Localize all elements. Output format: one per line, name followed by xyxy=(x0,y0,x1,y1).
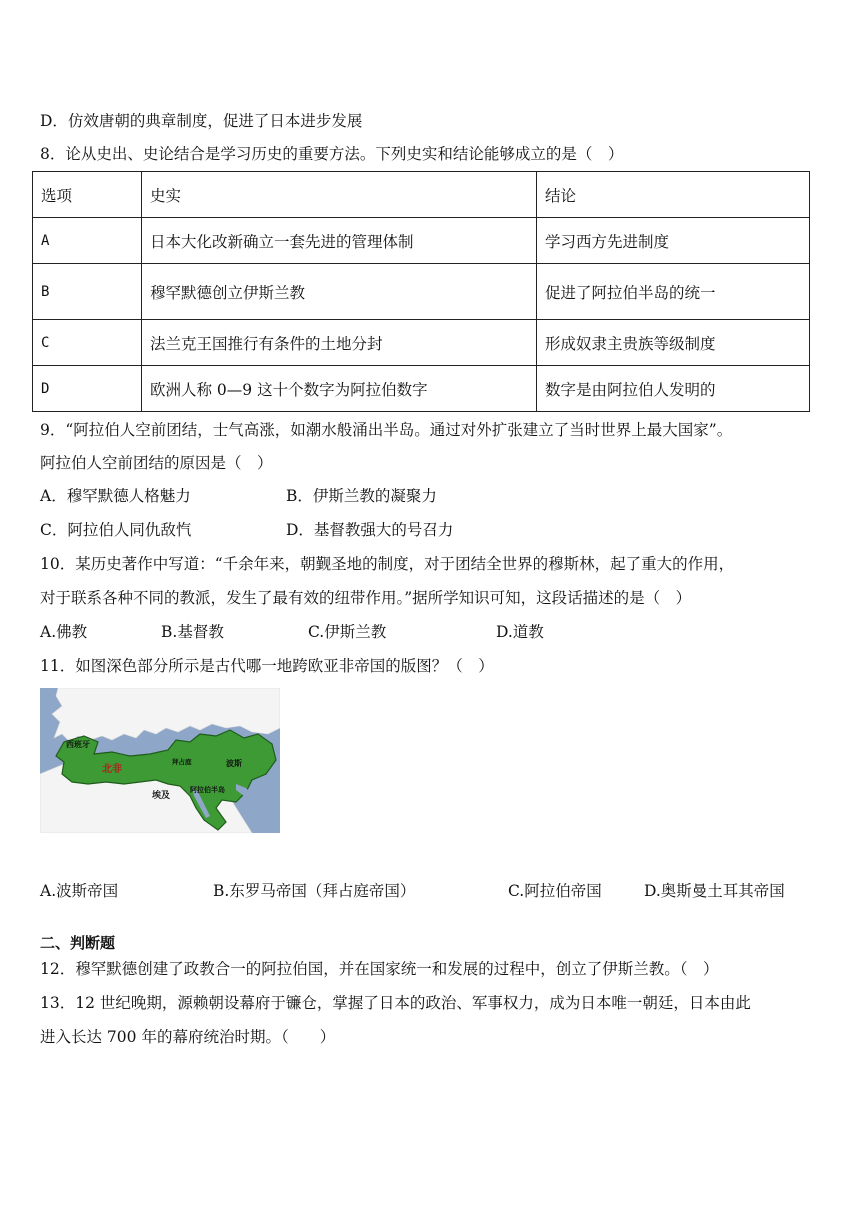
map-label-persia: 波斯 xyxy=(226,759,242,768)
row-option: C xyxy=(33,320,142,366)
q8-stem: 8．论从史出、史论结合是学习历史的重要方法。下列史实和结论能够成立的是（ ） xyxy=(40,145,624,163)
map-label-byzantium: 拜占庭 xyxy=(172,758,192,766)
header-fact: 史实 xyxy=(142,172,537,218)
q11-stem: 11．如图深色部分所示是古代哪一地跨欧亚非帝国的版图？（ ） xyxy=(40,657,494,675)
row-fact: 穆罕默德创立伊斯兰教 xyxy=(142,264,537,320)
map-label-north-africa: 北非 xyxy=(102,764,122,775)
q9-stem-line1: 9．“阿拉伯人空前团结，士气高涨，如潮水般涌出半岛。通过对外扩张建立了当时世界上最大国家”。 xyxy=(40,421,733,439)
header-conclusion: 结论 xyxy=(537,172,810,218)
empire-map xyxy=(40,688,280,833)
q9-option-b: B．伊斯兰教的凝聚力 xyxy=(286,487,437,505)
q9-option-d: D．基督教强大的号召力 xyxy=(286,521,454,539)
map-label-egypt: 埃及 xyxy=(152,791,171,801)
row-conclusion: 数字是由阿拉伯人发明的 xyxy=(537,366,810,412)
row-option: B xyxy=(33,264,142,320)
q10-option-c: C.伊斯兰教 xyxy=(308,623,387,641)
q11-option-c: C.阿拉伯帝国 xyxy=(508,882,602,900)
header-option: 选项 xyxy=(33,172,142,218)
section-title: 二、判断题 xyxy=(40,934,116,952)
row-conclusion: 学习西方先进制度 xyxy=(537,218,810,264)
row-option: A xyxy=(33,218,142,264)
q10-option-d: D.道教 xyxy=(496,623,544,641)
q7-option-d: D．仿效唐朝的典章制度，促进了日本进步发展 xyxy=(40,112,363,130)
q10-stem-line2: 对于联系各种不同的教派，发生了最有效的纽带作用。”据所学知识可知，这段话描述的是（ ） xyxy=(40,589,692,607)
row-conclusion: 形成奴隶主贵族等级制度 xyxy=(537,320,810,366)
q11-option-b: B.东罗马帝国（拜占庭帝国） xyxy=(213,882,416,900)
empire-map-svg xyxy=(40,688,280,833)
q9-stem-line2: 阿拉伯人空前团结的原因是（ ） xyxy=(40,454,273,472)
table-row xyxy=(33,218,810,264)
map-label-spain: 西班牙 xyxy=(66,740,90,749)
row-conclusion: 促进了阿拉伯半岛的统一 xyxy=(537,264,810,320)
q8-table xyxy=(32,171,810,412)
q12-text: 12．穆罕默德创建了政教合一的阿拉伯国，并在国家统一和发展的过程中，创立了伊斯兰教。（ ） xyxy=(40,960,719,978)
table-row xyxy=(33,366,810,412)
row-fact: 法兰克王国推行有条件的土地分封 xyxy=(142,320,537,366)
q10-option-a: A.佛教 xyxy=(40,623,88,641)
table-row xyxy=(33,320,810,366)
q10-option-b: B.基督教 xyxy=(161,623,224,641)
q11-option-d: D.奥斯曼土耳其帝国 xyxy=(644,882,785,900)
q10-stem-line1: 10．某历史著作中写道：“千余年来，朝觐圣地的制度，对于团结全世界的穆斯林，起了重大的作用， xyxy=(40,555,735,573)
q13-line1: 13．12 世纪晚期，源赖朝设幕府于镰仓，掌握了日本的政治、军事权力，成为日本唯一朝廷，日本由此 xyxy=(40,994,751,1012)
q13-line2: 进入长达 700 年的幕府统治时期。（ ） xyxy=(40,1028,336,1046)
map-label-arabia: 阿拉伯半岛 xyxy=(190,786,225,794)
row-fact: 日本大化改新确立一套先进的管理体制 xyxy=(142,218,537,264)
row-option: D xyxy=(33,366,142,412)
table-row xyxy=(33,264,810,320)
row-fact: 欧洲人称 0—9 这十个数字为阿拉伯数字 xyxy=(142,366,537,412)
table-header-row xyxy=(33,172,810,218)
q9-option-c: C．阿拉伯人同仇敌忾 xyxy=(40,521,192,539)
q11-option-a: A.波斯帝国 xyxy=(40,882,119,900)
q9-option-a: A．穆罕默德人格魅力 xyxy=(40,487,191,505)
